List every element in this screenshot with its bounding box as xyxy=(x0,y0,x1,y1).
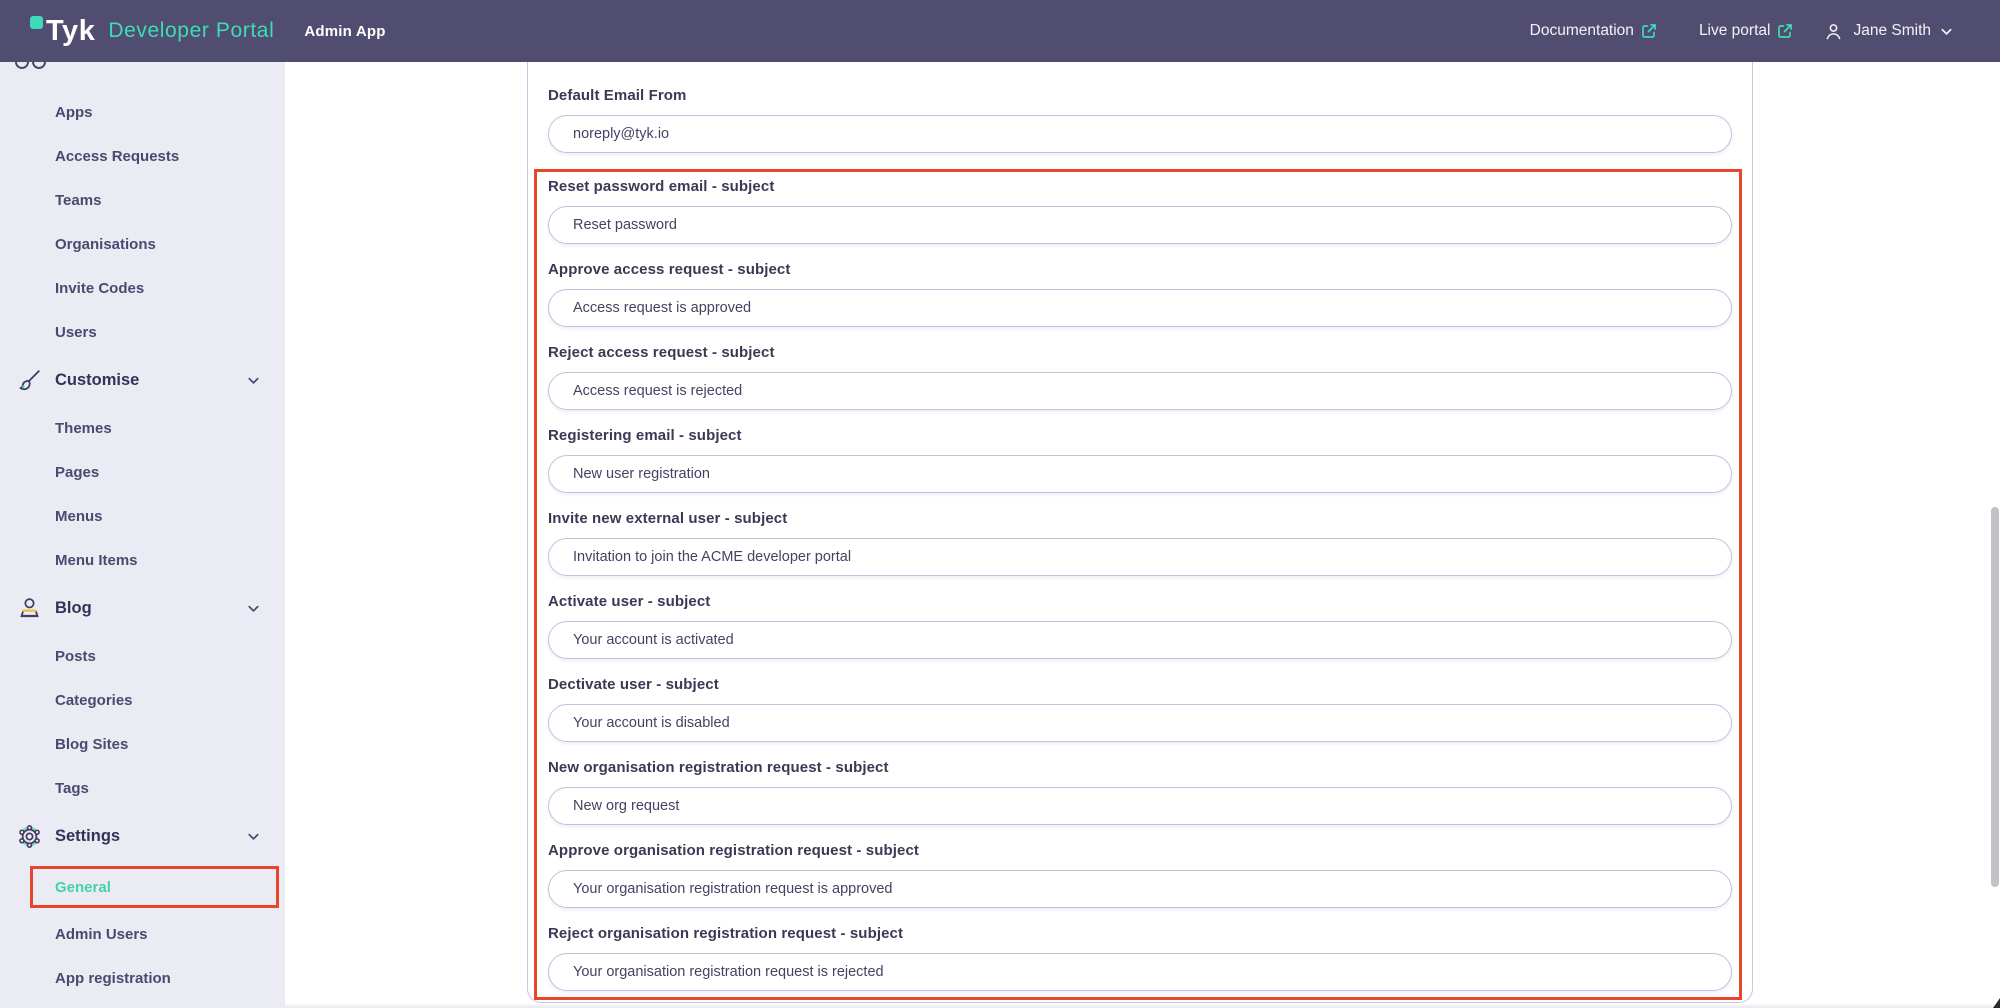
brush-icon xyxy=(15,367,43,394)
sidebar-item-app-registration[interactable]: App registration xyxy=(55,969,171,987)
general-settings-card xyxy=(527,62,1753,1003)
sidebar-item-apps[interactable]: Apps xyxy=(55,103,93,121)
registering-subject-input[interactable] xyxy=(548,455,1732,493)
live-portal-link-label: Live portal xyxy=(1698,22,1771,39)
brand-name: Tyk xyxy=(46,14,96,47)
field-reject-org-registration-subject xyxy=(548,924,1732,991)
field-invite-external-user-subject xyxy=(548,509,1732,576)
sidebar-item-pages[interactable]: Pages xyxy=(55,463,100,481)
sidebar-item-general[interactable]: General xyxy=(30,866,279,908)
field-activate-user-subject xyxy=(548,592,1732,659)
annotation-highlight-box xyxy=(534,169,1742,1000)
sidebar-item-tags[interactable]: Tags xyxy=(55,779,89,797)
sidebar xyxy=(0,62,285,1008)
sidebar-item-invite-codes[interactable]: Invite Codes xyxy=(55,279,145,297)
field-dectivate-user-subject xyxy=(548,675,1732,742)
topbar-right xyxy=(1530,21,1954,42)
sidebar-item-blog-sites[interactable]: Blog Sites xyxy=(55,735,129,753)
external-link-icon xyxy=(1777,23,1793,39)
sidebar-item-categories[interactable]: Categories xyxy=(55,691,133,709)
documentation-link-label: Documentation xyxy=(1529,22,1634,39)
field-label: Activate user - subject xyxy=(548,593,711,610)
reject-org-registration-subject-input[interactable] xyxy=(548,953,1732,991)
field-label: Default Email From xyxy=(548,87,687,104)
field-label: Dectivate user - subject xyxy=(548,676,719,693)
field-label: Reject access request - subject xyxy=(548,344,775,361)
gear-icon xyxy=(15,823,43,850)
sidebar-item-access-requests[interactable]: Access Requests xyxy=(55,147,180,165)
field-reject-access-subject xyxy=(548,343,1732,410)
tyk-logo[interactable] xyxy=(30,15,274,48)
sidebar-section-blog[interactable]: Blog xyxy=(0,586,285,630)
chevron-down-icon xyxy=(1939,24,1954,39)
tyk-logo-leaf-icon xyxy=(30,16,43,29)
user-menu[interactable] xyxy=(1823,21,1954,42)
blog-icon xyxy=(15,595,43,622)
field-label: Registering email - subject xyxy=(548,427,742,444)
field-label: Invite new external user - subject xyxy=(548,510,788,527)
top-bar xyxy=(0,0,2000,62)
field-label: Reset password email - subject xyxy=(548,178,775,195)
sidebar-item-posts[interactable]: Posts xyxy=(55,647,96,665)
field-label: Reject organisation registration request - subject xyxy=(548,925,904,942)
sidebar-item-admin-users[interactable]: Admin Users xyxy=(55,925,148,943)
sidebar-item-users[interactable]: Users xyxy=(55,323,97,341)
field-new-org-registration-subject xyxy=(548,758,1732,825)
chevron-down-icon xyxy=(246,829,261,844)
reset-password-subject-input[interactable] xyxy=(548,206,1732,244)
approve-access-subject-input[interactable] xyxy=(548,289,1732,327)
new-org-registration-subject-input[interactable] xyxy=(548,787,1732,825)
sidebar-section-customise[interactable]: Customise xyxy=(0,358,285,402)
field-default-email-from xyxy=(548,86,1732,153)
approve-org-registration-subject-input[interactable] xyxy=(548,870,1732,908)
field-reset-password-subject xyxy=(548,177,1732,244)
dectivate-user-subject-input[interactable] xyxy=(548,704,1732,742)
field-label: New organisation registration request - subject xyxy=(548,759,889,776)
field-label: Approve organisation registration request - subject xyxy=(548,842,919,859)
app-label: Admin App xyxy=(304,22,386,40)
field-registering-subject xyxy=(548,426,1732,493)
reject-access-subject-input[interactable] xyxy=(548,372,1732,410)
users-partial-icon xyxy=(13,62,61,76)
sidebar-item-menus[interactable]: Menus xyxy=(55,507,103,525)
default-email-from-input[interactable] xyxy=(548,115,1732,153)
sidebar-item-teams[interactable]: Teams xyxy=(55,191,102,209)
sidebar-section-settings[interactable]: Settings xyxy=(0,814,285,858)
vertical-scrollbar-thumb[interactable] xyxy=(1991,507,1999,887)
user-name: Jane Smith xyxy=(1853,22,1931,39)
invite-external-user-subject-input[interactable] xyxy=(548,538,1732,576)
field-approve-access-subject xyxy=(548,260,1732,327)
field-label: Approve access request - subject xyxy=(548,261,791,278)
brand-suffix: Developer Portal xyxy=(108,19,275,42)
external-link-icon xyxy=(1641,23,1657,39)
field-approve-org-registration-subject xyxy=(548,841,1732,908)
page-bottom-shade xyxy=(285,1003,2000,1008)
sidebar-item-organisations[interactable]: Organisations xyxy=(55,235,156,253)
chevron-down-icon xyxy=(246,601,261,616)
sidebar-nav xyxy=(0,62,285,1000)
sidebar-item-menu-items[interactable]: Menu Items xyxy=(55,551,138,569)
chevron-down-icon xyxy=(246,373,261,388)
activate-user-subject-input[interactable] xyxy=(548,621,1732,659)
mouse-cursor-artifact xyxy=(1993,998,2000,1008)
documentation-link[interactable] xyxy=(1530,22,1657,40)
live-portal-link[interactable] xyxy=(1699,22,1794,40)
sidebar-item-themes[interactable]: Themes xyxy=(55,419,112,437)
user-avatar-icon xyxy=(1823,21,1844,42)
